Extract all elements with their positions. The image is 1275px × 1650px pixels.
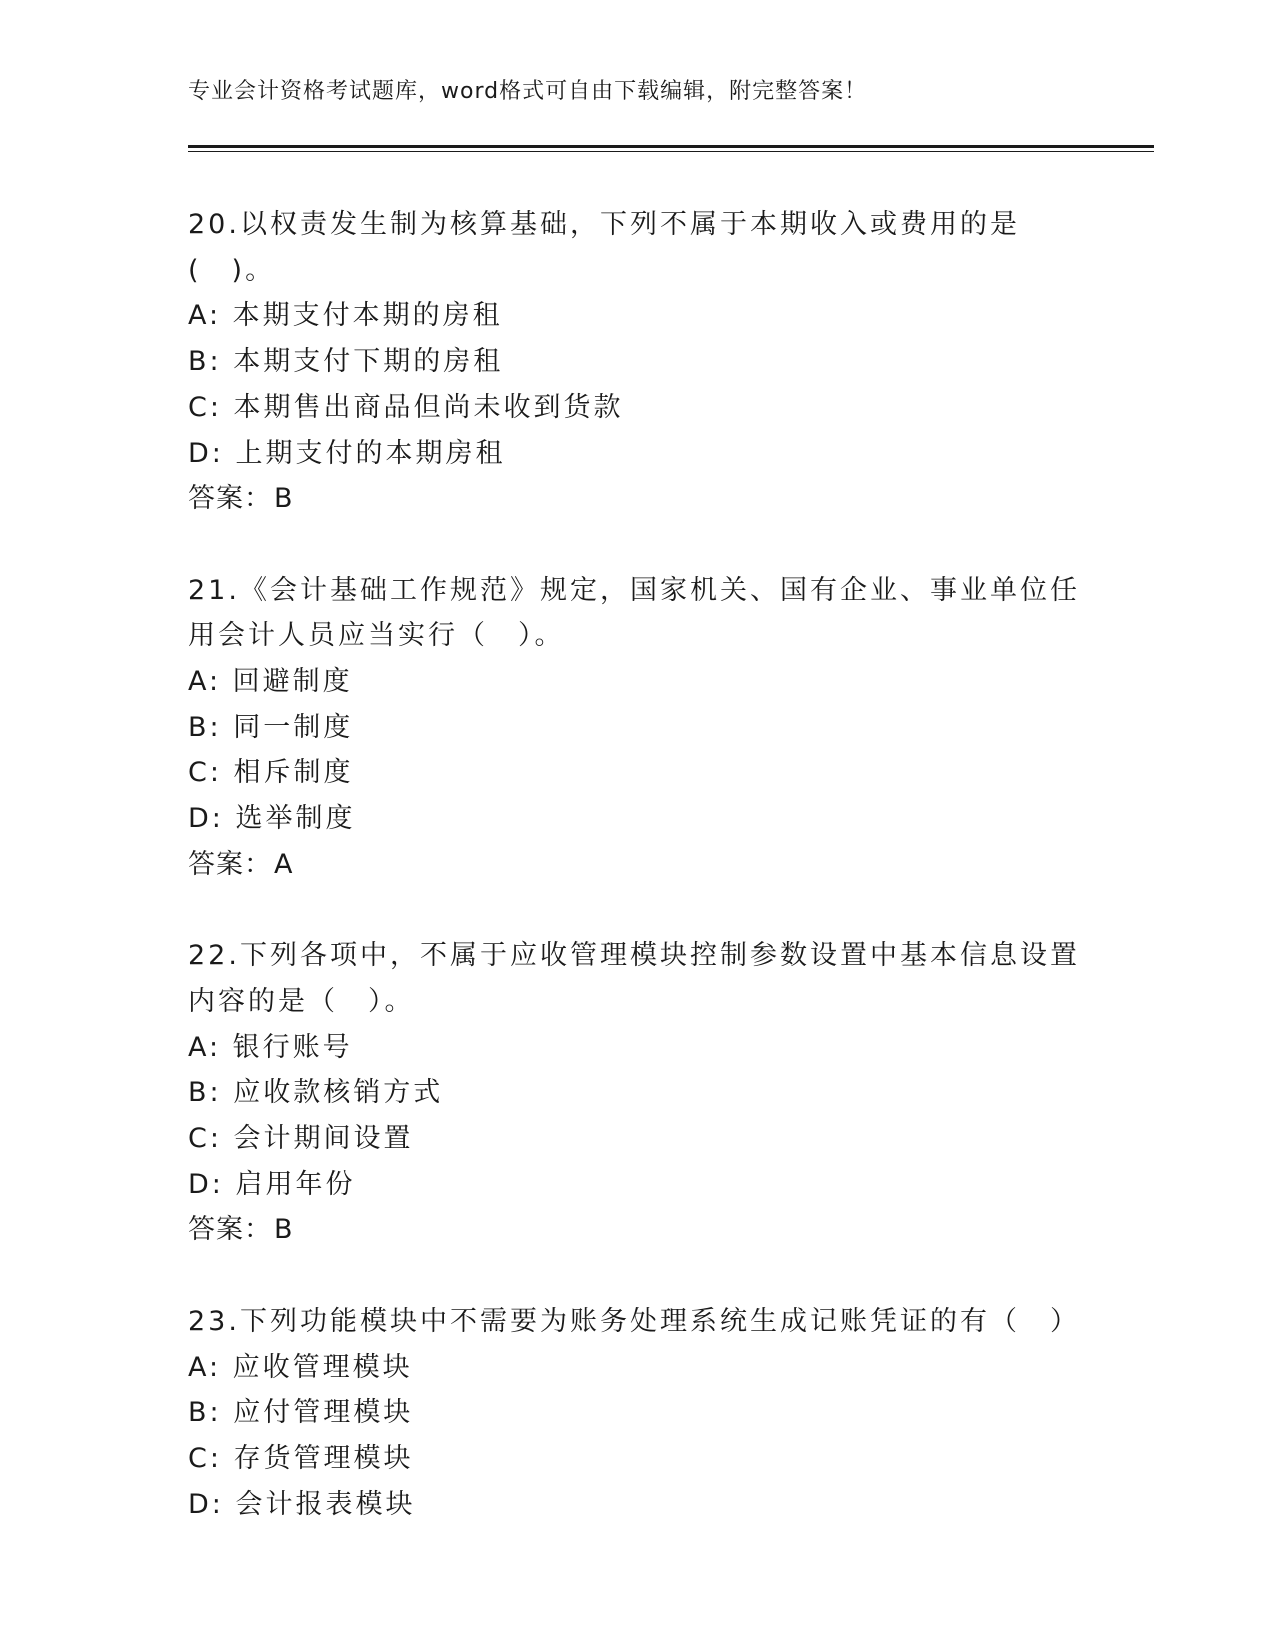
option-d: D: 启用年份 <box>188 1168 356 1200</box>
page-header: 专业会计资格考试题库，word格式可自由下载编辑，附完整答案！ <box>188 79 868 104</box>
option-a: A: 银行账号 <box>188 1031 353 1063</box>
option-c: C: 存货管理模块 <box>188 1442 414 1474</box>
answer-line <box>188 1207 1088 1253</box>
question-list <box>188 202 1088 1573</box>
option-b: B: 同一制度 <box>188 711 354 743</box>
option-b: B: 本期支付下期的房租 <box>188 346 504 378</box>
option-b: B: 应付管理模块 <box>188 1397 414 1429</box>
question-text: 22.下列各项中，不属于应收管理模块控制参数设置中基本信息设置内容的是（ ）。 <box>188 940 1080 1017</box>
option-d: D: 会计报表模块 <box>188 1488 416 1520</box>
answer-line <box>188 476 1088 522</box>
answer-line <box>188 842 1088 888</box>
option-c: C: 会计期间设置 <box>188 1123 414 1155</box>
header-rule-thick <box>188 145 1154 148</box>
answer-label: 答案： <box>188 1214 272 1246</box>
question-23 <box>188 1299 1088 1528</box>
header-rule-thin <box>188 151 1154 152</box>
option-d: D: 上期支付的本期房租 <box>188 437 506 469</box>
option-b: B: 应收款核销方式 <box>188 1077 444 1109</box>
option-a: A: 本期支付本期的房租 <box>188 300 503 332</box>
option-c: C: 相斥制度 <box>188 757 354 789</box>
option-a: A: 应收管理模块 <box>188 1351 413 1383</box>
question-21 <box>188 568 1088 888</box>
question-text: 21.《会计基础工作规范》规定，国家机关、国有企业、事业单位任用会计人员应当实行（ ）。 <box>188 574 1080 652</box>
question-text: 20.以权责发生制为核算基础，下列不属于本期收入或费用的是( )。 <box>188 209 1020 286</box>
question-22 <box>188 933 1088 1253</box>
answer-value: B <box>274 1214 294 1246</box>
question-text: 23.下列功能模块中不需要为账务处理系统生成记账凭证的有（ ） <box>188 1305 1080 1337</box>
option-a: A: 回避制度 <box>188 666 353 698</box>
option-c: C: 本期售出商品但尚未收到货款 <box>188 391 624 423</box>
question-20 <box>188 202 1088 522</box>
answer-value: A <box>274 848 294 880</box>
option-d: D: 选举制度 <box>188 803 356 835</box>
answer-label: 答案： <box>188 848 272 880</box>
answer-value: B <box>274 483 294 515</box>
answer-label: 答案： <box>188 483 272 515</box>
